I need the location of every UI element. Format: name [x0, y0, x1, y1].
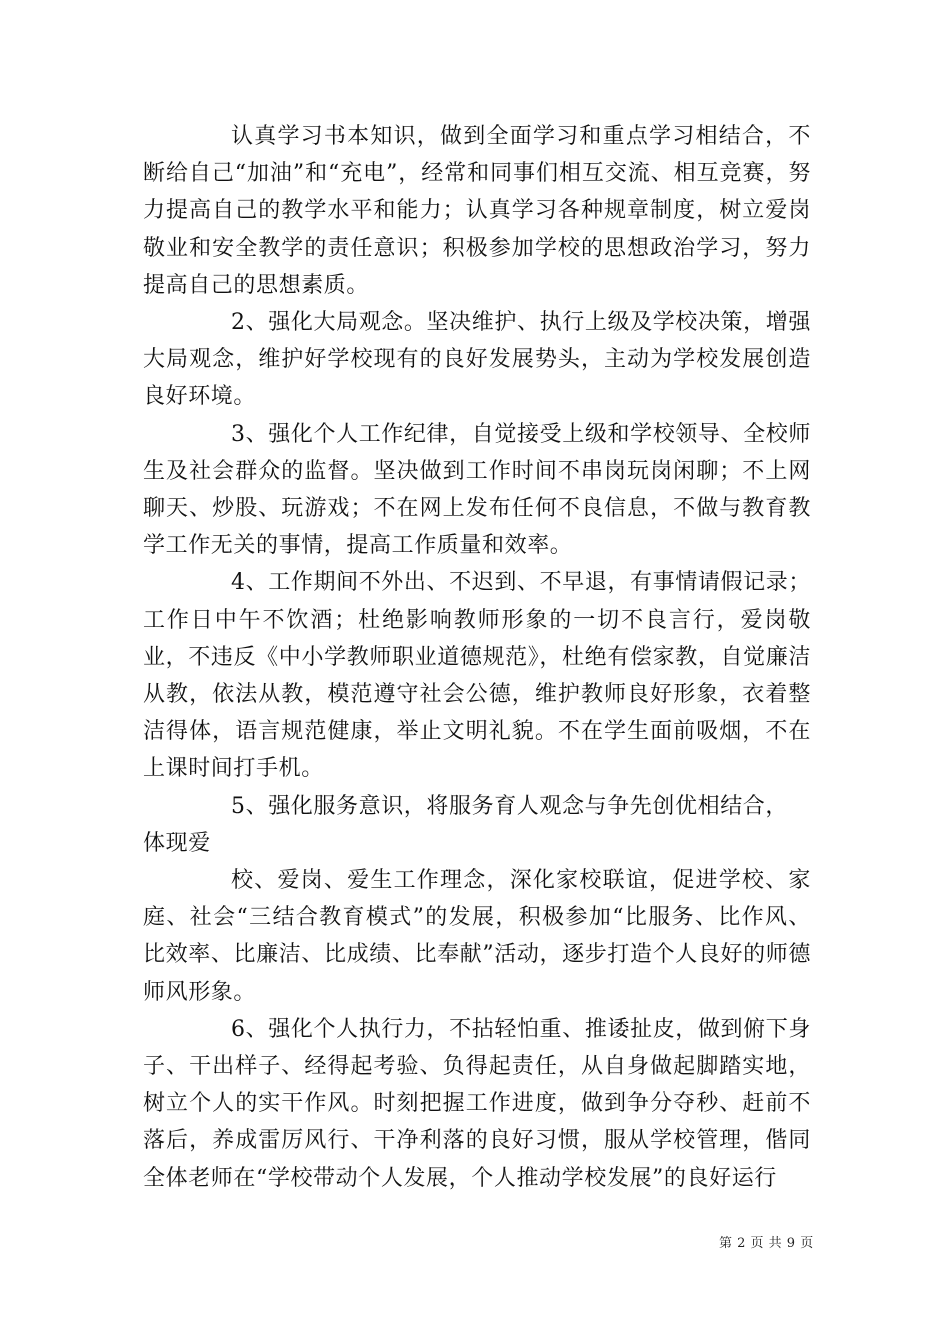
page-number-footer: 第 2 页 共 9 页 — [719, 1236, 814, 1251]
paragraph-6-execution: 6、强化个人执行力，不拈轻怕重、推诿扯皮，做到俯下身子、干出样子、经得起考验、负得起责任，从自身做起脚踏实地，树立个人的实干作风。时刻把握工作进度，做到争分夺秒、赶前不落后，养成雷厉风行、干净利落的良好习惯，服从学校管理，偕同全体老师在“学校带动个人发展，个人推动学校发展”的良好运行 — [143, 1016, 811, 1191]
paragraph-5-service-awareness: 5、强化服务意识，将服务育人观念与争先创优相结合， — [231, 793, 788, 819]
paragraph-4-work-conduct: 4、工作期间不外出、不迟到、不早退，有事情请假记录；工作日中午不饮酒；杜绝影响教师形象的一切不良言行，爱岗敬业，不违反《中小学教师职业道德规范》，杜绝有偿家教，自觉廉洁从教，依法从教，模范遵守社会公德，维护教师良好形象，衣着整洁得体，语言规范健康，举止文明礼貌。不在学生面前吸烟，不在上课时间打手机。 — [143, 570, 811, 782]
paragraph-study: 认真学习书本知识，做到全面学习和重点学习相结合，不断给自己“加油”和“充电”，经常和同事们相互交流、相互竞赛，努力提高自己的教学水平和能力；认真学习各种规章制度，树立爱岗敬业和安全教学的责任意识；积极参加学校的思想政治学习，努力提高自己的思想素质。 — [143, 124, 811, 298]
paragraph-3-work-discipline: 3、强化个人工作纪律，自觉接受上级和学校领导、全校师生及社会群众的监督。坚决做到工作时间不串岗玩岗闲聊；不上网聊天、炒股、玩游戏；不在网上发布任何不良信息，不做与教育教学工作无关的事情，提高工作质量和效率。 — [143, 421, 811, 559]
paragraph-5-continuation: 体现爱 — [143, 830, 211, 856]
paragraph-5-detail: 校、爱岗、爱生工作理念，深化家校联谊，促进学校、家庭、社会“三结合教育模式”的发展，积极参加“比服务、比作风、比效率、比廉洁、比成绩、比奉献”活动，逐步打造个人良好的师德师风形象。 — [143, 868, 811, 1005]
paragraph-2-overall-view: 2、强化大局观念。坚决维护、执行上级及学校决策，增强大局观念，维护好学校现有的良好发展势头，主动为学校发展创造良好环境。 — [143, 310, 811, 410]
document-body — [143, 118, 811, 1197]
